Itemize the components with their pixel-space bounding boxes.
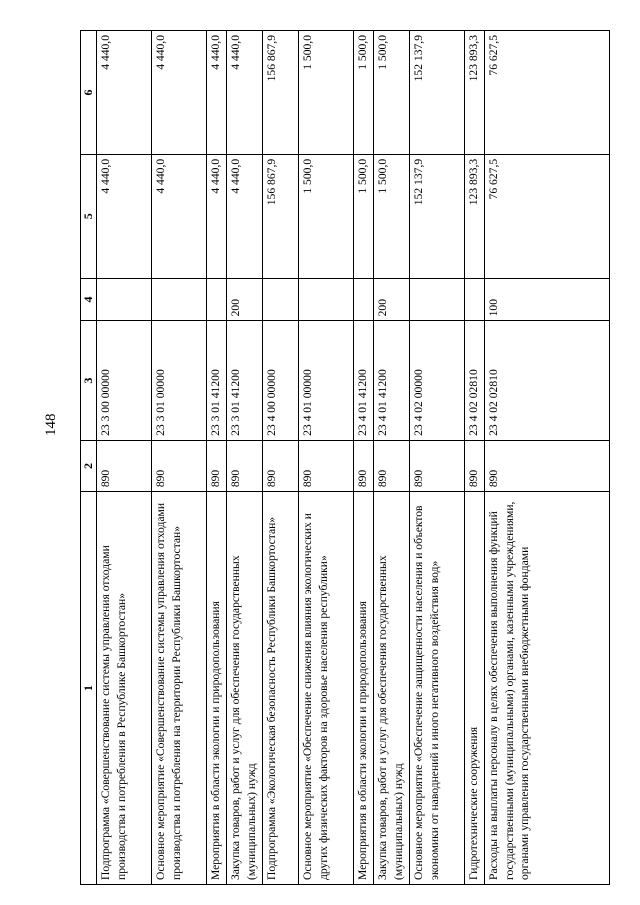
row-amount-5: 76 627,5 bbox=[485, 154, 610, 278]
row-expense-type bbox=[465, 278, 485, 321]
row-expense-type bbox=[97, 278, 152, 321]
table-row bbox=[485, 31, 610, 885]
table-row bbox=[207, 31, 227, 885]
row-expense-type: 200 bbox=[227, 278, 263, 321]
row-expense-type bbox=[263, 278, 299, 321]
column-header-4: 4 bbox=[81, 278, 97, 321]
row-name: Подпрограмма «Экологическая безопасность Республики Башкортостан» bbox=[263, 492, 299, 885]
row-amount-5: 4 440,0 bbox=[152, 154, 207, 278]
row-target-code: 23 4 01 00000 bbox=[299, 321, 354, 441]
row-code: 890 bbox=[152, 440, 207, 491]
table-header-row bbox=[81, 31, 97, 885]
row-target-code: 23 3 00 00000 bbox=[97, 321, 152, 441]
table-row bbox=[152, 31, 207, 885]
row-amount-5: 4 440,0 bbox=[207, 154, 227, 278]
row-amount-6: 123 893,3 bbox=[465, 31, 485, 155]
row-amount-6: 4 440,0 bbox=[227, 31, 263, 155]
row-code: 890 bbox=[263, 440, 299, 491]
row-amount-5: 1 500,0 bbox=[374, 154, 410, 278]
column-header-5: 5 bbox=[81, 154, 97, 278]
table-row bbox=[299, 31, 354, 885]
budget-table bbox=[80, 30, 610, 885]
page-number: 148 bbox=[43, 413, 59, 436]
table-row bbox=[410, 31, 465, 885]
row-target-code: 23 3 01 41200 bbox=[207, 321, 227, 441]
row-amount-5: 1 500,0 bbox=[299, 154, 354, 278]
row-code: 890 bbox=[374, 440, 410, 491]
row-name: Гидротехнические сооружения bbox=[465, 492, 485, 885]
column-header-1: 1 bbox=[81, 492, 97, 885]
row-name: Основное мероприятие «Совершенствование системы управления отходами производства и потребления на территории Республики Башкортостан» bbox=[152, 492, 207, 885]
row-code: 890 bbox=[354, 440, 374, 491]
row-code: 890 bbox=[227, 440, 263, 491]
row-amount-5: 4 440,0 bbox=[227, 154, 263, 278]
row-target-code: 23 4 01 41200 bbox=[354, 321, 374, 441]
row-name: Основное мероприятие «Обеспечение защищенности населения и объектов экономики от наводнений и иного негативного воздействия вод» bbox=[410, 492, 465, 885]
column-header-6: 6 bbox=[81, 31, 97, 155]
row-code: 890 bbox=[485, 440, 610, 491]
row-amount-5: 152 137,9 bbox=[410, 154, 465, 278]
row-code: 890 bbox=[410, 440, 465, 491]
row-amount-6: 1 500,0 bbox=[299, 31, 354, 155]
row-code: 890 bbox=[97, 440, 152, 491]
row-amount-5: 123 893,3 bbox=[465, 154, 485, 278]
row-target-code: 23 4 02 02810 bbox=[485, 321, 610, 441]
table-row bbox=[97, 31, 152, 885]
row-target-code: 23 4 02 02810 bbox=[465, 321, 485, 441]
table-row bbox=[227, 31, 263, 885]
row-expense-type bbox=[410, 278, 465, 321]
row-target-code: 23 4 02 00000 bbox=[410, 321, 465, 441]
row-amount-6: 1 500,0 bbox=[354, 31, 374, 155]
column-header-2: 2 bbox=[81, 440, 97, 491]
row-target-code: 23 3 01 41200 bbox=[227, 321, 263, 441]
row-expense-type bbox=[207, 278, 227, 321]
row-code: 890 bbox=[299, 440, 354, 491]
row-code: 890 bbox=[465, 440, 485, 491]
row-expense-type bbox=[354, 278, 374, 321]
row-expense-type: 200 bbox=[374, 278, 410, 321]
row-code: 890 bbox=[207, 440, 227, 491]
table-row bbox=[263, 31, 299, 885]
row-target-code: 23 4 01 41200 bbox=[374, 321, 410, 441]
row-amount-6: 1 500,0 bbox=[374, 31, 410, 155]
table-row bbox=[354, 31, 374, 885]
row-amount-6: 152 137,9 bbox=[410, 31, 465, 155]
row-amount-6: 76 627,5 bbox=[485, 31, 610, 155]
budget-table-container bbox=[80, 30, 610, 885]
row-name: Основное мероприятие «Обеспечение снижения влияния экологических и других физических факторов на здоровье населения республики» bbox=[299, 492, 354, 885]
table-row bbox=[374, 31, 410, 885]
row-amount-5: 4 440,0 bbox=[97, 154, 152, 278]
row-amount-6: 4 440,0 bbox=[207, 31, 227, 155]
row-target-code: 23 3 01 00000 bbox=[152, 321, 207, 441]
row-name: Мероприятия в области экологии и природопользования bbox=[354, 492, 374, 885]
row-amount-6: 4 440,0 bbox=[152, 31, 207, 155]
row-name: Закупка товаров, работ и услуг для обеспечения государственных (муниципальных) нужд bbox=[374, 492, 410, 885]
row-target-code: 23 4 00 00000 bbox=[263, 321, 299, 441]
row-amount-5: 156 867,9 bbox=[263, 154, 299, 278]
row-name: Расходы на выплаты персоналу в целях обеспечения выполнения функций государственными (муниципальными) органами, казенными учреждениями, органами управления государственными внебюджетными фондами bbox=[485, 492, 610, 885]
row-expense-type bbox=[299, 278, 354, 321]
row-expense-type: 100 bbox=[485, 278, 610, 321]
row-expense-type bbox=[152, 278, 207, 321]
row-amount-6: 4 440,0 bbox=[97, 31, 152, 155]
row-amount-5: 1 500,0 bbox=[354, 154, 374, 278]
column-header-3: 3 bbox=[81, 321, 97, 441]
row-name: Мероприятия в области экологии и природопользования bbox=[207, 492, 227, 885]
table-row bbox=[465, 31, 485, 885]
row-name: Подпрограмма «Совершенствование системы управления отходами производства и потребления в Республике Башкортостан» bbox=[97, 492, 152, 885]
row-name: Закупка товаров, работ и услуг для обеспечения государственных (муниципальных) нужд bbox=[227, 492, 263, 885]
row-amount-6: 156 867,9 bbox=[263, 31, 299, 155]
